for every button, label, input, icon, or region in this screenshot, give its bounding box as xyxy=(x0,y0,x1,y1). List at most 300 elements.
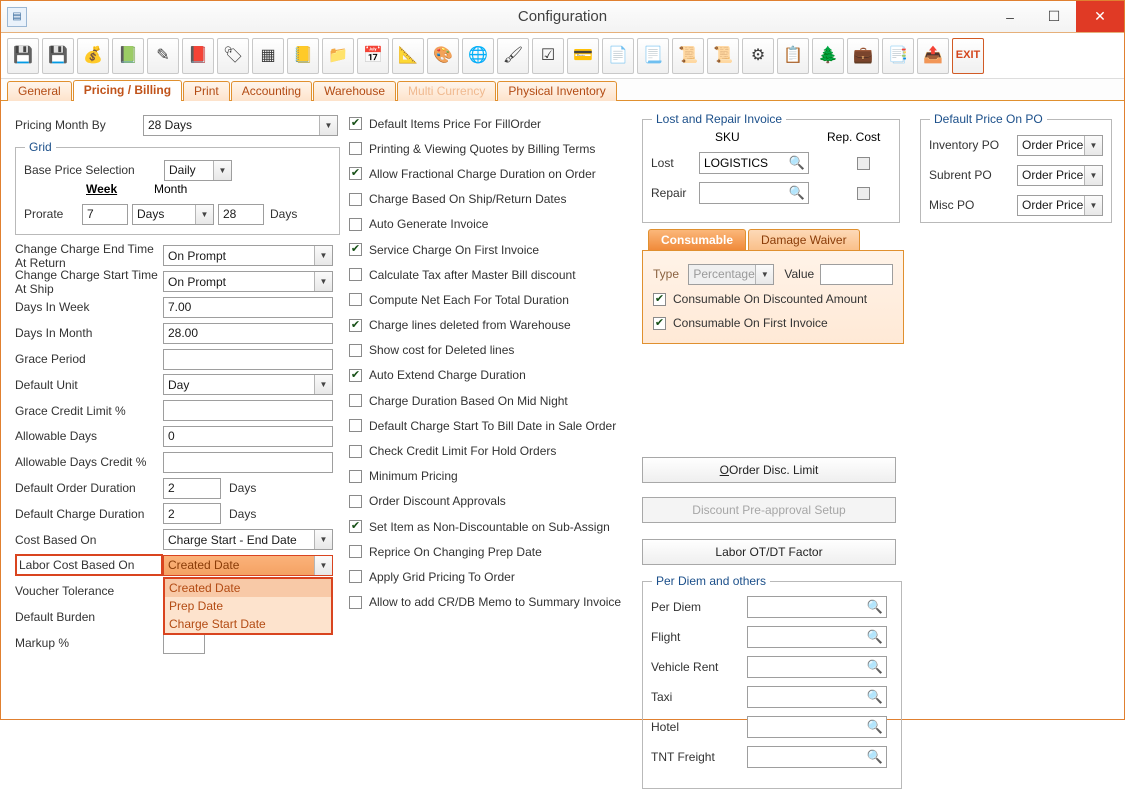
chevron-down-icon[interactable]: ▼ xyxy=(314,530,332,549)
default-price-po-legend: Default Price On PO xyxy=(930,112,1047,126)
tab-consumable[interactable]: Consumable xyxy=(648,229,746,250)
chevron-down-icon[interactable]: ▼ xyxy=(314,556,332,575)
checkbox-label: Printing & Viewing Quotes by Billing Terms xyxy=(369,141,596,156)
scroll-icon[interactable] xyxy=(672,38,704,74)
checkbox-box[interactable] xyxy=(349,394,362,407)
per-diem-search-field[interactable] xyxy=(747,596,887,618)
row-label: Lost xyxy=(651,156,674,170)
consumable-checks xyxy=(653,287,893,335)
checkbox-charge-based-on-ship-return-dates[interactable] xyxy=(349,187,639,212)
lost-repair-row xyxy=(651,178,891,208)
label: Grace Period xyxy=(15,352,86,367)
checkbox-consumable-on-first-invoice[interactable] xyxy=(653,311,893,335)
checkbox-box[interactable] xyxy=(349,419,362,432)
row-default-order-duration xyxy=(15,475,340,501)
grid-icon[interactable] xyxy=(252,38,284,74)
order-disc-limit-button[interactable]: OOrder Disc. Limit xyxy=(642,457,896,483)
search-icon[interactable]: 🔍 xyxy=(866,689,883,704)
save-all-icon[interactable] xyxy=(42,38,74,74)
po-row-label: Misc PO xyxy=(929,198,975,212)
checkbox-show-cost-for-deleted-lines[interactable] xyxy=(349,338,639,363)
per-diem-row xyxy=(651,652,893,682)
grid-group-legend: Grid xyxy=(25,140,56,154)
save-icon[interactable] xyxy=(7,38,39,74)
note-icon[interactable] xyxy=(602,38,634,74)
checkbox-service-charge-on-first-invoice[interactable] xyxy=(349,237,639,262)
label: Days In Week xyxy=(15,300,90,315)
window-buttons xyxy=(988,1,1124,32)
per-diem-row xyxy=(651,682,893,712)
checkbox-charge-duration-based-on-mid-night[interactable] xyxy=(349,388,639,413)
label: Allowable Days Credit % xyxy=(15,455,147,470)
save-icon-glyph: 💾 xyxy=(13,46,33,64)
default-price-po-rows xyxy=(929,130,1103,220)
folder-icon[interactable] xyxy=(322,38,354,74)
consumable-value-input[interactable] xyxy=(820,264,893,285)
checkbox-box[interactable] xyxy=(349,570,362,583)
per-diem-label: Per Diem xyxy=(651,600,702,614)
sku-search-field[interactable] xyxy=(699,182,809,204)
note2-icon[interactable] xyxy=(637,38,669,74)
checkbox-allow-to-add-cr-db-memo-to-summary-invoice[interactable] xyxy=(349,590,639,615)
tab-bar xyxy=(1,79,1124,101)
checkbox-check-credit-limit-for-hold-orders[interactable] xyxy=(349,438,639,463)
checkbox-box[interactable] xyxy=(349,319,362,332)
close-button[interactable]: ✕ xyxy=(1076,1,1124,32)
week-header: Week xyxy=(86,182,118,196)
checkbox-box[interactable] xyxy=(349,495,362,508)
discount-preapproval-button[interactable]: Discount Pre-approval Setup xyxy=(642,497,896,523)
consumable-value-label: Value xyxy=(784,267,815,281)
search-icon[interactable]: 🔍 xyxy=(866,749,883,764)
label: Grace Credit Limit % xyxy=(15,403,126,418)
consumable-type-value: Percentage xyxy=(693,267,755,281)
globe-icon-glyph: 🌐 xyxy=(468,46,488,64)
checkbox-label: Charge lines deleted from Warehouse xyxy=(369,318,571,333)
consumable-section xyxy=(642,229,904,344)
excel-icon[interactable] xyxy=(112,38,144,74)
checkbox-label: Check Credit Limit For Hold Orders xyxy=(369,444,557,459)
grid-icon-glyph: ▦ xyxy=(260,46,276,64)
checkbox-label: Compute Net Each For Total Duration xyxy=(369,292,569,307)
default-price-po-group xyxy=(920,112,1112,223)
unit-label: Days xyxy=(229,481,257,496)
briefcase-icon[interactable] xyxy=(847,38,879,74)
prorate-row xyxy=(24,202,331,226)
row-days-in-month xyxy=(15,320,340,346)
palette-icon-glyph: 🎨 xyxy=(433,46,453,64)
row-default-charge-duration xyxy=(15,501,340,527)
checkbox-order-discount-approvals[interactable] xyxy=(349,489,639,514)
brush-icon-glyph: 🖌 xyxy=(502,46,524,64)
per-diem-row xyxy=(651,712,893,742)
chevron-down-icon[interactable]: ▼ xyxy=(195,205,213,224)
checkbox-calculate-tax-after-master-bill-discount[interactable] xyxy=(349,262,639,287)
input[interactable]: 7.00 xyxy=(163,297,333,318)
input[interactable]: 0 xyxy=(163,426,333,447)
grid-group xyxy=(15,140,340,235)
left-column xyxy=(15,111,340,656)
base-price-select[interactable] xyxy=(164,160,232,181)
rep-cost-checkbox[interactable] xyxy=(857,187,870,200)
rep-cost-checkbox[interactable] xyxy=(857,157,870,170)
input[interactable]: 2 xyxy=(163,478,221,499)
pricing-month-by-row xyxy=(15,111,340,139)
select-value: Day xyxy=(168,377,190,392)
checkbox-box[interactable] xyxy=(349,268,362,281)
exit-icon-glyph: EXIT xyxy=(955,49,981,61)
lost-repair-group xyxy=(642,112,900,223)
consumable-type-select[interactable] xyxy=(688,264,774,285)
unit-label: Days xyxy=(229,506,257,521)
po-price-select[interactable] xyxy=(1017,165,1103,186)
settings-gear-icon-glyph: ⚙ xyxy=(750,46,766,64)
base-price-value: Daily xyxy=(169,163,196,177)
checkbox-printing-viewing-quotes-by-billing-terms[interactable] xyxy=(349,136,639,161)
per-diem-search-field[interactable] xyxy=(747,626,887,648)
po-price-value: Order Price xyxy=(1022,198,1084,212)
input[interactable] xyxy=(163,452,333,473)
options-checkbox-list xyxy=(349,111,639,615)
base-price-label: Base Price Selection xyxy=(24,163,135,177)
app-icon: ▤ xyxy=(7,7,27,27)
checkbox-label: Apply Grid Pricing To Order xyxy=(369,569,515,584)
lost-repair-row xyxy=(651,148,891,178)
tab-accounting[interactable]: Accounting xyxy=(231,81,312,101)
label: Change Charge Start Time At Ship xyxy=(15,267,158,296)
checkbox-box[interactable] xyxy=(653,293,666,306)
calendar-icon[interactable] xyxy=(357,38,389,74)
checkbox-box[interactable] xyxy=(349,193,362,206)
label: Markup % xyxy=(15,635,70,650)
lost-repair-legend: Lost and Repair Invoice xyxy=(652,112,786,126)
po-price-value: Order Price xyxy=(1022,138,1084,152)
label: Default Order Duration xyxy=(15,481,136,496)
select[interactable] xyxy=(163,245,333,266)
row-days-in-week xyxy=(15,295,340,321)
price-tag-icon[interactable] xyxy=(217,38,249,74)
checkbox-reprice-on-changing-prep-date[interactable] xyxy=(349,539,639,564)
brush-icon[interactable] xyxy=(497,38,529,74)
input[interactable]: 28.00 xyxy=(163,323,333,344)
sku-value: LOGISTICS xyxy=(704,156,769,170)
checkbox-label: Auto Extend Charge Duration xyxy=(369,368,526,383)
export-icon[interactable] xyxy=(917,38,949,74)
search-icon[interactable]: 🔍 xyxy=(866,659,883,674)
list-icon-glyph: 📑 xyxy=(888,46,908,64)
row-grace-credit-limit xyxy=(15,398,340,424)
checkbox-label: Reprice On Changing Prep Date xyxy=(369,544,542,559)
clipboard-icon-glyph: 📋 xyxy=(783,46,803,64)
row-default-unit xyxy=(15,372,340,398)
per-diem-row xyxy=(651,742,893,772)
pricing-month-by-value: 28 Days xyxy=(148,118,193,132)
row-allowable-days-credit xyxy=(15,449,340,475)
select-value: Created Date xyxy=(168,558,240,573)
checkbox-box[interactable] xyxy=(349,369,362,382)
money-icon[interactable] xyxy=(77,38,109,74)
per-diem-label: Hotel xyxy=(651,720,680,734)
po-price-select[interactable] xyxy=(1017,135,1103,156)
checkbox-label: Service Charge On First Invoice xyxy=(369,242,540,257)
checkbox-default-items-price-for-fillorder[interactable] xyxy=(349,111,639,136)
palette-icon[interactable] xyxy=(427,38,459,74)
scroll-icon-glyph: 📜 xyxy=(678,46,698,64)
row-change-charge-end-time-at-return xyxy=(15,243,340,269)
checkbox-box[interactable] xyxy=(349,470,362,483)
scroll2-icon-glyph: 📜 xyxy=(713,46,733,64)
tab-damage-waiver[interactable]: Damage Waiver xyxy=(748,229,860,250)
checkbox-label: Default Charge Start To Bill Date in Sale Order xyxy=(369,418,617,433)
checkbox-box[interactable] xyxy=(349,596,362,609)
checkbox-label: Default Items Price For FillOrder xyxy=(369,116,542,131)
checkbox-label: Allow Fractional Charge Duration on Order xyxy=(369,166,596,181)
prorate-month-input[interactable]: 28 xyxy=(218,204,264,225)
row-label: Repair xyxy=(651,186,687,200)
input[interactable] xyxy=(163,349,333,370)
tab-physical-inventory[interactable]: Physical Inventory xyxy=(497,81,616,101)
checkbox-auto-extend-charge-duration[interactable] xyxy=(349,363,639,388)
label: Default Unit xyxy=(15,377,78,392)
checkbox-box[interactable] xyxy=(349,142,362,155)
dropdown-option[interactable]: Created Date xyxy=(165,579,331,597)
label: Labor Cost Based On xyxy=(15,554,163,576)
per-diem-label: Taxi xyxy=(651,690,673,704)
maximize-button[interactable]: ☐ xyxy=(1047,8,1061,24)
chevron-down-icon[interactable]: ▼ xyxy=(755,265,773,284)
note2-icon-glyph: 📃 xyxy=(643,46,663,64)
save-all-icon-glyph: 💾 xyxy=(48,46,68,64)
grid-headers xyxy=(24,182,331,202)
per-diem-search-field[interactable] xyxy=(747,656,887,678)
consumable-type-row xyxy=(653,261,893,287)
prorate-week-input[interactable]: 7 xyxy=(82,204,128,225)
checkbox-label: Show cost for Deleted lines xyxy=(369,343,515,358)
sku-search-field[interactable] xyxy=(699,152,809,174)
checkbox-box[interactable] xyxy=(349,218,362,231)
pricing-billing-panel xyxy=(1,101,1124,764)
labor-cost-based-on-select[interactable] xyxy=(163,555,333,576)
label: Days In Month xyxy=(15,326,93,341)
card-icon[interactable] xyxy=(567,38,599,74)
month-header: Month xyxy=(154,182,188,196)
export-icon-glyph: 📤 xyxy=(923,46,943,64)
tree-icon-glyph: 🌲 xyxy=(818,46,838,64)
po-row xyxy=(929,190,1103,220)
chevron-down-icon[interactable]: ▼ xyxy=(314,272,332,291)
chevron-down-icon[interactable]: ▼ xyxy=(213,161,231,180)
checkbox-label: Allow to add CR/DB Memo to Summary Invoice xyxy=(369,595,622,610)
scroll2-icon[interactable] xyxy=(707,38,739,74)
globe-icon[interactable] xyxy=(462,38,494,74)
checkbox-apply-grid-pricing-to-order[interactable] xyxy=(349,564,639,589)
note-icon-glyph: 📄 xyxy=(608,46,628,64)
rep-cost-column-header: Rep. Cost xyxy=(827,130,881,144)
tab-print[interactable]: Print xyxy=(183,81,230,101)
checkbox-default-charge-start-to-bill-date-in-sale-order[interactable] xyxy=(349,413,639,438)
per-diem-search-field[interactable] xyxy=(747,686,887,708)
dropdown-option[interactable]: Prep Date xyxy=(169,598,224,613)
settings-gear-icon[interactable] xyxy=(742,38,774,74)
select-value: On Prompt xyxy=(168,248,227,263)
checkbox-label: Charge Duration Based On Mid Night xyxy=(369,393,568,408)
po-row-label: Inventory PO xyxy=(929,138,1000,152)
report-icon[interactable] xyxy=(182,38,214,74)
checkbox-box[interactable] xyxy=(349,344,362,357)
checkbox-label: Auto Generate Invoice xyxy=(369,217,489,232)
tab-pricing-billing[interactable]: Pricing / Billing xyxy=(73,80,182,101)
clipboard-icon[interactable] xyxy=(777,38,809,74)
money-icon-glyph: 💰 xyxy=(83,46,103,64)
checkbox-box[interactable] xyxy=(349,293,362,306)
chevron-down-icon[interactable]: ▼ xyxy=(319,116,337,135)
search-icon[interactable]: 🔍 xyxy=(788,185,805,200)
checkbox-label: Minimum Pricing xyxy=(369,469,458,484)
checkbox-box[interactable] xyxy=(349,167,362,180)
chevron-down-icon[interactable]: ▼ xyxy=(1084,136,1102,155)
label: Default Burden xyxy=(15,610,96,625)
checkbox-auto-generate-invoice[interactable] xyxy=(349,212,639,237)
check-clipboard-icon-glyph: ☑ xyxy=(540,46,556,64)
document-icon[interactable] xyxy=(287,38,319,74)
consumable-panel xyxy=(642,250,904,344)
pricing-month-by-label: Pricing Month By xyxy=(15,118,106,132)
per-diem-label: TNT Freight xyxy=(651,750,715,764)
po-price-select[interactable] xyxy=(1017,195,1103,216)
per-diem-search-field[interactable] xyxy=(747,716,887,738)
checkbox-label: Calculate Tax after Master Bill discount xyxy=(369,267,576,282)
pricing-month-by-select[interactable] xyxy=(143,115,338,136)
card-icon-glyph: 💳 xyxy=(573,46,593,64)
select-value: On Prompt xyxy=(168,274,227,289)
checkbox-minimum-pricing[interactable] xyxy=(349,464,639,489)
edit-icon-glyph: ✎ xyxy=(156,46,170,64)
label: Change Charge End Time At Return xyxy=(15,241,154,270)
search-icon[interactable]: 🔍 xyxy=(866,629,883,644)
checkbox-allow-fractional-charge-duration-on-order[interactable] xyxy=(349,161,639,186)
chevron-down-icon[interactable]: ▼ xyxy=(1084,196,1102,215)
row-grace-period xyxy=(15,346,340,372)
labor-cost-based-on-dropdown[interactable] xyxy=(163,577,333,635)
select[interactable] xyxy=(163,529,333,550)
checkbox-label: Order Discount Approvals xyxy=(369,494,506,509)
row-cost-based-on xyxy=(15,527,340,553)
report-icon-glyph: 📕 xyxy=(188,46,208,64)
label: Cost Based On xyxy=(15,532,97,547)
list-icon[interactable] xyxy=(882,38,914,74)
checkbox-box[interactable] xyxy=(349,445,362,458)
chevron-down-icon[interactable]: ▼ xyxy=(314,246,332,265)
sku-column-header: SKU xyxy=(715,130,740,144)
row-change-charge-start-time-at-ship xyxy=(15,269,340,295)
ruler-icon[interactable] xyxy=(392,38,424,74)
tab-multi-currency[interactable]: Multi Currency xyxy=(397,81,496,101)
checkbox-box[interactable] xyxy=(349,243,362,256)
consumable-sub-tabbar xyxy=(642,229,904,250)
per-diem-group xyxy=(642,574,902,789)
main-toolbar xyxy=(1,33,1124,79)
calendar-icon-glyph: 📅 xyxy=(363,46,383,64)
ruler-icon-glyph: 📐 xyxy=(398,46,418,64)
minimize-button[interactable]: – xyxy=(1006,8,1014,25)
order-disc-limit-label: Order Disc. Limit xyxy=(729,463,819,477)
price-tag-icon-glyph: 🏷 xyxy=(222,46,244,64)
consumable-type-label: Type xyxy=(653,267,680,281)
select-value: Charge Start - End Date xyxy=(168,532,297,547)
base-price-row xyxy=(24,158,331,182)
per-diem-legend: Per Diem and others xyxy=(652,574,770,588)
tab-warehouse[interactable]: Warehouse xyxy=(313,81,396,101)
window-title: Configuration xyxy=(517,8,608,25)
excel-icon-glyph: 📗 xyxy=(118,46,138,64)
per-diem-label: Vehicle Rent xyxy=(651,660,719,674)
per-diem-row xyxy=(651,592,893,622)
tab-general[interactable]: General xyxy=(7,81,72,101)
select[interactable] xyxy=(163,374,333,395)
search-icon[interactable]: 🔍 xyxy=(866,719,883,734)
checkbox-box[interactable] xyxy=(349,117,362,130)
labor-ot-dt-button[interactable]: Labor OT/DT Factor xyxy=(642,539,896,565)
prorate-week-unit-select[interactable] xyxy=(132,204,214,225)
po-row xyxy=(929,160,1103,190)
input[interactable] xyxy=(163,632,205,654)
briefcase-icon-glyph: 💼 xyxy=(853,46,873,64)
po-row xyxy=(929,130,1103,160)
checkbox-label: Set Item as Non-Discountable on Sub-Assign xyxy=(369,519,610,534)
po-row-label: Subrent PO xyxy=(929,168,992,182)
checkbox-label: Consumable On Discounted Amount xyxy=(673,292,868,306)
checkbox-compute-net-each-for-total-duration[interactable] xyxy=(349,287,639,312)
folder-icon-glyph: 📁 xyxy=(328,46,348,64)
lost-repair-rows xyxy=(651,148,891,208)
select[interactable] xyxy=(163,271,333,292)
chevron-down-icon[interactable]: ▼ xyxy=(1084,166,1102,185)
search-icon[interactable]: 🔍 xyxy=(788,155,805,170)
left-form-rows xyxy=(15,243,340,656)
title-bar xyxy=(1,1,1124,33)
edit-icon[interactable] xyxy=(147,38,179,74)
prorate-week-unit-value: Days xyxy=(137,207,165,221)
label: Voucher Tolerance xyxy=(15,584,115,599)
row-allowable-days xyxy=(15,424,340,450)
input[interactable] xyxy=(163,400,333,421)
checkbox-box[interactable] xyxy=(653,317,666,330)
checkbox-set-item-as-non-discountable-on-sub-assign[interactable] xyxy=(349,514,639,539)
check-clipboard-icon[interactable] xyxy=(532,38,564,74)
label: Allowable Days xyxy=(15,429,98,444)
lost-repair-headers xyxy=(651,130,891,148)
dropdown-option[interactable]: Charge Start Date xyxy=(169,616,266,631)
checkbox-label: Consumable On First Invoice xyxy=(673,316,828,330)
checkbox-box[interactable] xyxy=(349,520,362,533)
checkbox-box[interactable] xyxy=(349,545,362,558)
label: Default Charge Duration xyxy=(15,506,145,521)
tree-icon[interactable] xyxy=(812,38,844,74)
chevron-down-icon[interactable]: ▼ xyxy=(314,375,332,394)
checkbox-consumable-on-discounted-amount[interactable] xyxy=(653,287,893,311)
input[interactable]: 2 xyxy=(163,503,221,524)
prorate-label: Prorate xyxy=(24,207,64,221)
per-diem-search-field[interactable] xyxy=(747,746,887,768)
search-icon[interactable]: 🔍 xyxy=(866,599,883,614)
per-diem-row xyxy=(651,622,893,652)
per-diem-label: Flight xyxy=(651,630,681,644)
checkbox-label: Charge Based On Ship/Return Dates xyxy=(369,192,567,207)
exit-icon[interactable] xyxy=(952,38,984,74)
po-price-value: Order Price xyxy=(1022,168,1084,182)
per-diem-rows xyxy=(651,592,893,772)
checkbox-charge-lines-deleted-from-warehouse[interactable] xyxy=(349,313,639,338)
